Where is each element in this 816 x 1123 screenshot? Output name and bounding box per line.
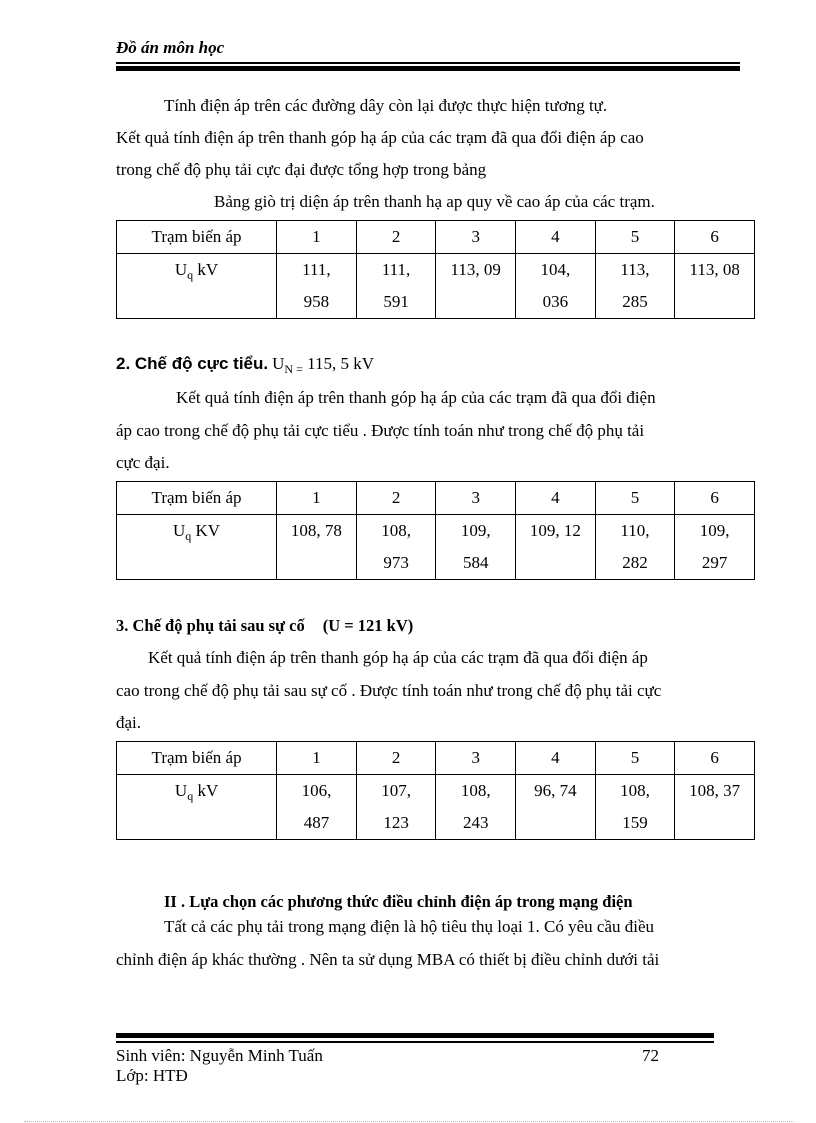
table-value-cell: 113, 09 bbox=[436, 254, 516, 319]
header-rule-thin bbox=[116, 62, 740, 64]
page-border-dotted bbox=[24, 1121, 794, 1122]
table-value-cell: 108, 78 bbox=[277, 515, 357, 580]
footer-rule-thick bbox=[116, 1033, 714, 1038]
table-header-cell: Trạm biến áp bbox=[117, 221, 277, 254]
table-header-cell: 5 bbox=[595, 742, 675, 775]
table-value-cell: 96, 74 bbox=[516, 775, 596, 840]
table-header-cell: 5 bbox=[595, 482, 675, 515]
table-header-cell: 3 bbox=[436, 742, 516, 775]
page-header-title: Đồ án môn học bbox=[116, 38, 225, 57]
paragraph-line: chỉnh điện áp khác thường . Nên ta sử dụng MBA có thiết bị điều chỉnh dưới tải bbox=[116, 950, 660, 969]
table-value-cell: 113, 285 bbox=[595, 254, 675, 319]
table-header-cell: 6 bbox=[675, 742, 755, 775]
table-header-cell: 3 bbox=[436, 482, 516, 515]
table-header-cell: 1 bbox=[277, 482, 357, 515]
paragraph-line: Tính điện áp trên các đường dây còn lại được thực hiện tương tự. bbox=[164, 96, 608, 115]
table-value-cell: 109, 297 bbox=[675, 515, 755, 580]
footer-class: Lớp: HTĐ bbox=[116, 1066, 188, 1085]
table-value-cell: 108, 159 bbox=[595, 775, 675, 840]
table-header-cell: Trạm biến áp bbox=[117, 482, 277, 515]
paragraph-line: cực đại. bbox=[116, 453, 170, 472]
table-header-cell: Trạm biến áp bbox=[117, 742, 277, 775]
table-value-cell: 111, 591 bbox=[356, 254, 436, 319]
table-header-cell: 4 bbox=[516, 221, 596, 254]
table-value-cell: 109, 12 bbox=[516, 515, 596, 580]
table-value-cell: 113, 08 bbox=[675, 254, 755, 319]
voltage-table-max-load bbox=[116, 220, 755, 319]
section-3-heading: 3. Chế độ phụ tải sau sự cố (U = 121 kV) bbox=[116, 616, 414, 635]
table-header-cell: 2 bbox=[356, 221, 436, 254]
paragraph-line: Kết quả tính điện áp trên thanh góp hạ áp của các trạm đã qua đổi điện bbox=[176, 388, 656, 407]
paragraph-line: đại. bbox=[116, 713, 142, 732]
table-value-cell: 110, 282 bbox=[595, 515, 675, 580]
voltage-table-min-load bbox=[116, 481, 755, 580]
table-value-cell: 109, 584 bbox=[436, 515, 516, 580]
paragraph-line: Kết quả tính điện áp trên thanh góp hạ áp của các trạm đã qua đổi điện áp bbox=[148, 648, 648, 667]
table-value-cell: 111, 958 bbox=[277, 254, 357, 319]
paragraph-line: áp cao trong chế độ phụ tải cực tiểu . Được tính toán như trong chế độ phụ tải bbox=[116, 421, 645, 440]
header-rule-thick bbox=[116, 66, 740, 71]
table-header-cell: 6 bbox=[675, 221, 755, 254]
table-header-cell: 2 bbox=[356, 742, 436, 775]
footer-student: Sinh viên: Nguyễn Minh Tuấn bbox=[116, 1046, 323, 1065]
table-header-cell: 1 bbox=[277, 221, 357, 254]
voltage-table-post-fault bbox=[116, 741, 755, 840]
table-header-cell: 6 bbox=[675, 482, 755, 515]
paragraph-line: trong chế độ phụ tải cực đại được tổng hợp trong bảng bbox=[116, 160, 487, 179]
table-caption: Bảng giò trị diện áp trên thanh hạ ap quy về cao áp của các trạm. bbox=[214, 192, 655, 211]
table-header-cell: 3 bbox=[436, 221, 516, 254]
paragraph-line: Kết quả tính điện áp trên thanh góp hạ áp của các trạm đã qua đổi điện áp cao bbox=[116, 128, 644, 147]
table-value-cell: 108, 37 bbox=[675, 775, 755, 840]
table-value-cell: 104, 036 bbox=[516, 254, 596, 319]
table-value-cell: 106, 487 bbox=[277, 775, 357, 840]
row-label-cell: $U_q$ kV bbox=[117, 775, 277, 840]
table-header-cell: 5 bbox=[595, 221, 675, 254]
section-ii-heading: II . Lựa chọn các phương thức điều chỉnh điện áp trong mạng điện bbox=[164, 892, 633, 911]
paragraph-line: cao trong chế độ phụ tải sau sự cố . Được tính toán như trong chế độ phụ tải cực bbox=[116, 681, 662, 700]
footer-rule-thin bbox=[116, 1041, 714, 1043]
table-header-cell: 1 bbox=[277, 742, 357, 775]
row-label-cell: $U_q$ kV bbox=[117, 254, 277, 319]
row-label-cell: $U_q$ KV bbox=[117, 515, 277, 580]
table-header-cell: 2 bbox=[356, 482, 436, 515]
table-header-cell: 4 bbox=[516, 482, 596, 515]
page-number: 72 bbox=[642, 1046, 659, 1065]
paragraph-line: Tất cả các phụ tải trong mạng điện là hộ tiêu thụ loại 1. Có yêu cầu điều bbox=[164, 917, 655, 936]
table-value-cell: 108, 973 bbox=[356, 515, 436, 580]
table-value-cell: 107, 123 bbox=[356, 775, 436, 840]
section-2-heading: 2. Chế độ cực tiểu. $U_{N =}$ 115, 5 kV bbox=[116, 354, 374, 376]
table-header-cell: 4 bbox=[516, 742, 596, 775]
table-value-cell: 108, 243 bbox=[436, 775, 516, 840]
